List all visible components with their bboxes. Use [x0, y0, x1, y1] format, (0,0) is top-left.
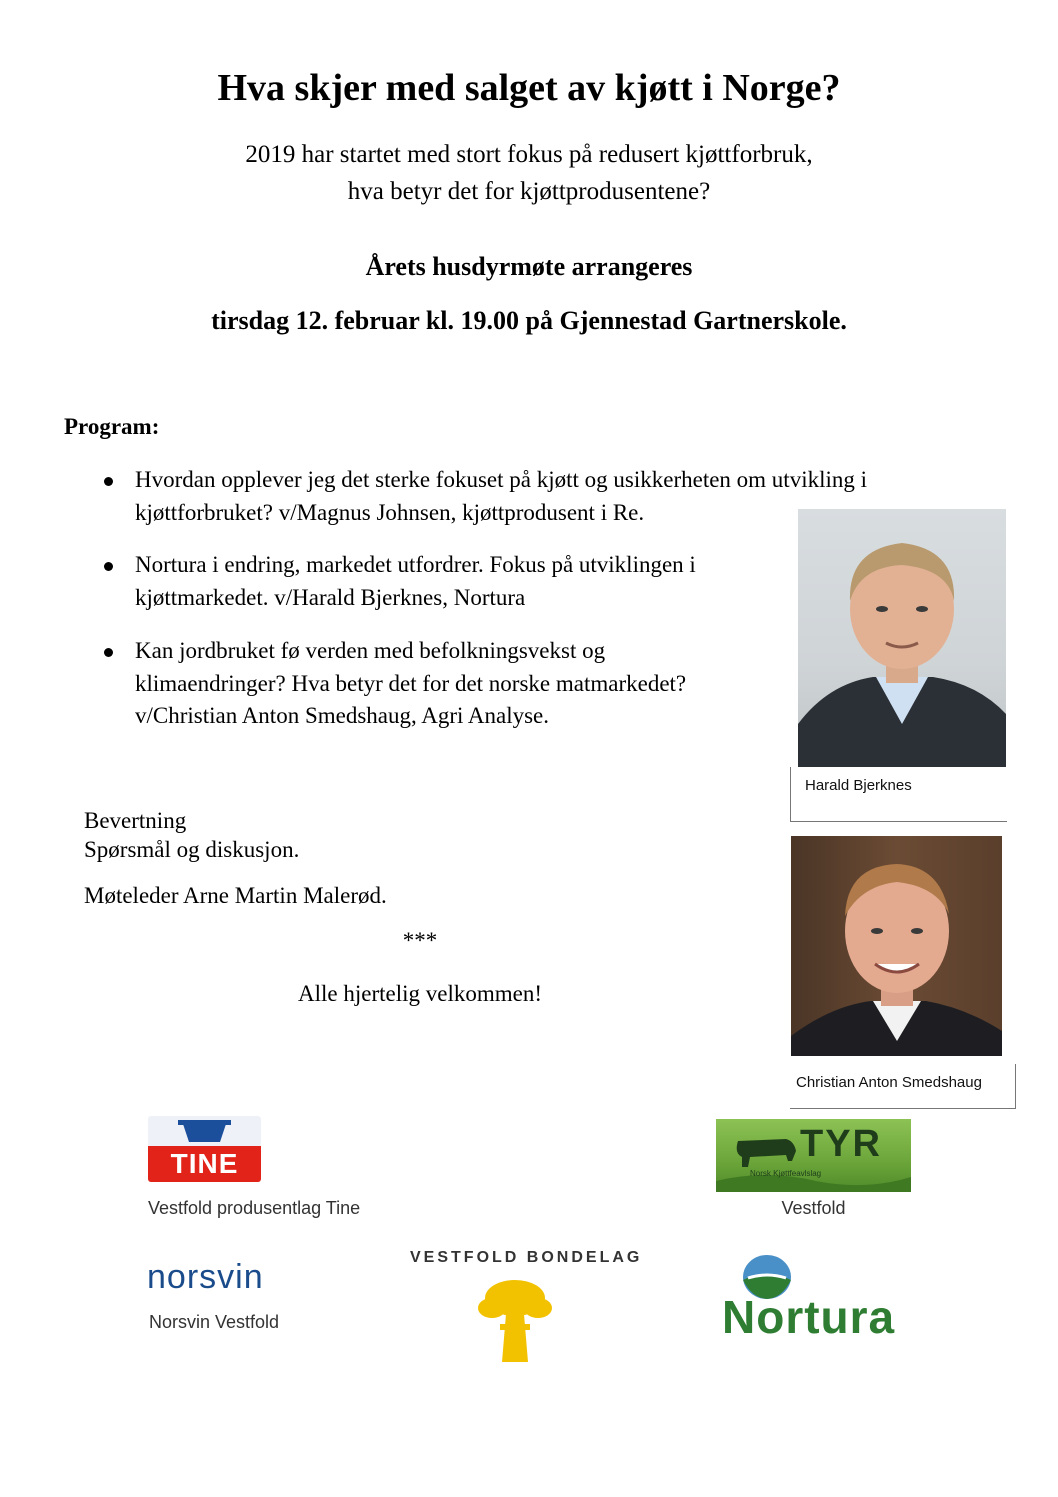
program-heading: Program:	[64, 414, 160, 439]
page-title: Hva skjer med salget av kjøtt i Norge?	[217, 67, 841, 109]
christian-caption: Christian Anton Smedshaug	[796, 1074, 982, 1091]
harald-caption-box	[790, 767, 1007, 822]
event-line-2: tirsdag 12. februar kl. 19.00 på Gjennestad Gartnerskole.	[211, 306, 847, 335]
discussion-text: Spørsmål og diskusjon.	[84, 837, 300, 862]
refreshments-text: Bevertning	[84, 808, 187, 833]
christian-caption-box	[790, 1064, 1016, 1109]
norsvin-caption: Norsvin Vestfold	[149, 1312, 280, 1332]
tyr-logo	[716, 1119, 911, 1192]
tine-caption: Vestfold produsentlag Tine	[148, 1198, 361, 1218]
separator-text: ***	[402, 928, 438, 953]
tine-logo	[148, 1116, 261, 1182]
event-line-1: Årets husdyrmøte arrangeres	[365, 252, 693, 281]
tyr-logo-text: TYR	[800, 1123, 882, 1165]
tyr-caption: Vestfold	[781, 1198, 846, 1218]
program-item-line: kjøttmarkedet. v/Harald Bjerknes, Nortura	[135, 585, 526, 610]
moderator-text: Møteleder Arne Martin Malerød.	[84, 883, 387, 908]
wheat-sheaf-icon	[470, 1278, 560, 1366]
bullet-dot-icon	[104, 648, 113, 657]
tine-logo-text: TINE	[170, 1148, 239, 1179]
bullet-dot-icon	[104, 477, 113, 486]
program-item-line: v/Christian Anton Smedshaug, Agri Analyse.	[135, 703, 549, 728]
bondelag-logo-text: VESTFOLD BONDELAG	[410, 1249, 643, 1266]
program-item-line: Kan jordbruket fø verden med befolkningsvekst og	[135, 638, 606, 663]
tyr-logo-subtext: Norsk Kjøttfeavlslag	[750, 1169, 822, 1178]
program-item-line: kjøttforbruket? v/Magnus Johnsen, kjøttprodusent i Re.	[135, 500, 645, 525]
program-item-line: Nortura i endring, markedet utfordrer. Fokus på utviklingen i	[135, 552, 696, 577]
portrait-icon	[798, 509, 1006, 767]
welcome-text: Alle hjertelig velkommen!	[298, 981, 542, 1006]
bondelag-logo	[470, 1278, 560, 1366]
bullet-dot-icon	[104, 562, 113, 571]
subtitle-line-1: 2019 har startet med stort fokus på redusert kjøttforbruk,	[245, 141, 813, 168]
norsvin-logo: norsvin	[147, 1258, 264, 1296]
subtitle-line-2: hva betyr det for kjøttprodusentene?	[347, 178, 711, 205]
christian-smedshaug-photo	[791, 836, 1002, 1056]
harald-bjerknes-photo	[798, 509, 1006, 767]
portrait-icon	[791, 836, 1002, 1056]
harald-caption: Harald Bjerknes	[805, 777, 912, 794]
program-item-line: Hvordan opplever jeg det sterke fokuset på kjøtt og usikkerheten om utvikling i	[135, 467, 868, 492]
nortura-logo: Nortura	[722, 1291, 896, 1343]
program-item-line: klimaendringer? Hva betyr det for det norske matmarkedet?	[135, 671, 687, 696]
